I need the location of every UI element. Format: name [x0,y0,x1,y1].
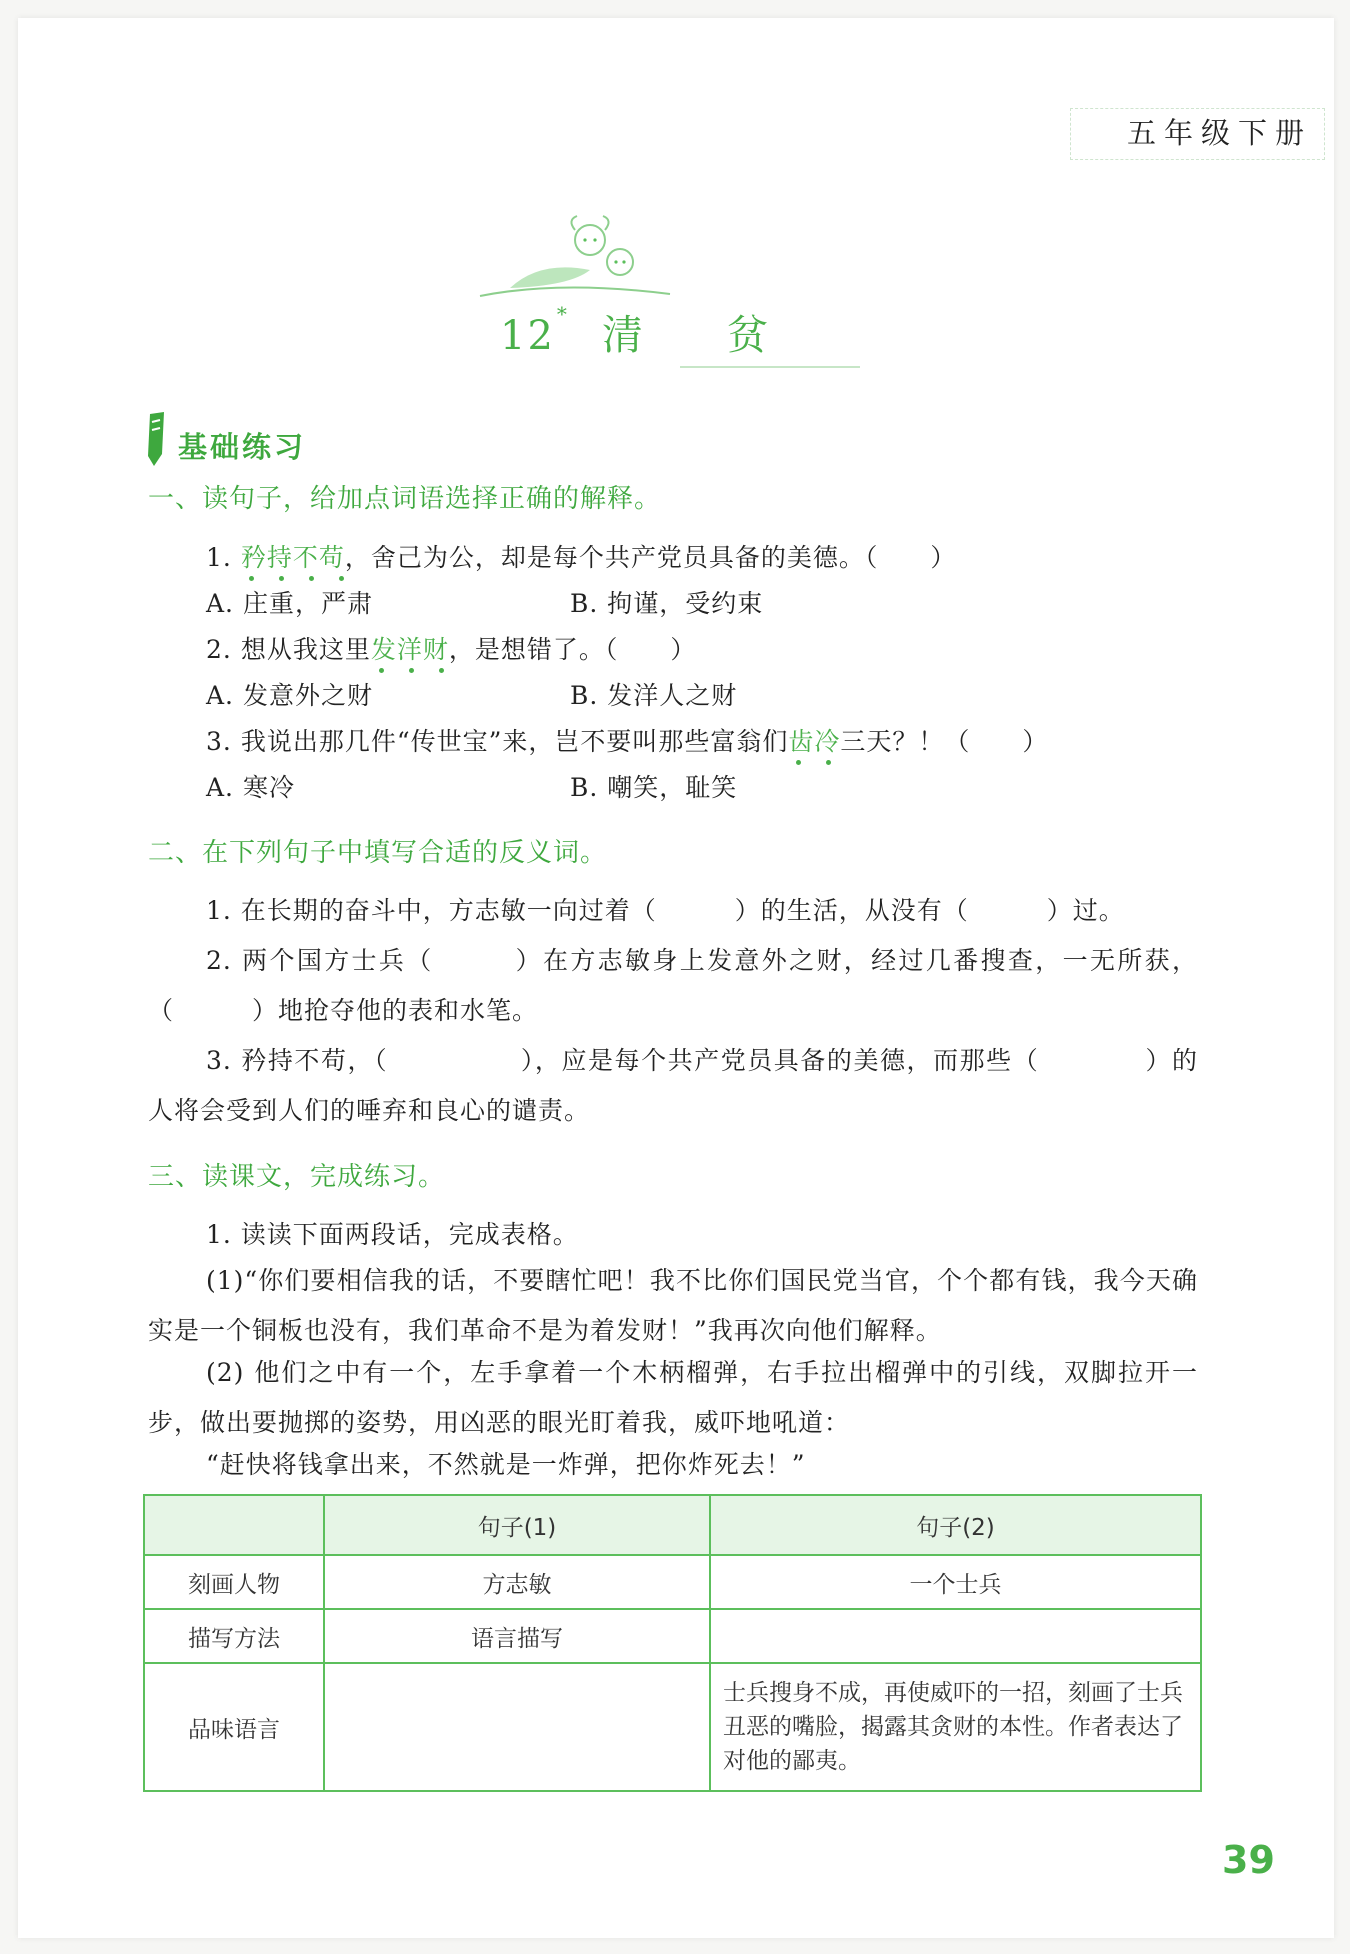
lesson-title [500,302,770,361]
table-row [144,1555,1201,1609]
cell: 士兵搜身不成，再使威吓的一招，刻画了士兵丑恶的嘴脸，揭露其贪财的本性。作者表达了对他的鄙夷。 [710,1663,1201,1791]
children-illustration [470,210,690,300]
cell: 一个士兵 [710,1555,1201,1609]
q1-item-3-dotted-word: 齿冷 [788,727,840,756]
q3-passage-1: (1)“你们要相信我的话，不要瞎忙吧！我不比你们国民党当官，个个都有钱，我今天确实是一个铜板也没有，我们革命不是为着发财！”我再次向他们解释。 [148,1266,1198,1345]
q1-item-2-dotted-word: 发洋财 [371,635,449,664]
row-label: 品味语言 [144,1663,324,1791]
table-header-blank [144,1495,324,1555]
q1-item-1: 1. 矜持不苟 ，舍己为公，却是每个共产党员具备的美德。（ ） [206,538,956,574]
q2-heading: 二、在下列句子中填写合适的反义词。 [148,838,608,868]
table-header-col1: 句子(1) [324,1495,710,1555]
table-row [144,1609,1201,1663]
table-header-row [144,1495,1201,1555]
q1-item-1-option-b: B. 拘谨，受约束 [570,589,764,618]
q1-heading: 一、读句子，给加点词语选择正确的解释。 [148,484,662,514]
title-underline [680,366,860,368]
q1-item-2-option-b: B. 发洋人之财 [570,681,738,710]
title-char-1: 清 [601,311,645,359]
grade-label: 五年级下册 [1070,108,1325,160]
q3-heading: 三、读课文，完成练习。 [148,1162,446,1192]
lesson-number: 12 [500,313,555,359]
cell: 语言描写 [324,1609,710,1663]
answer-cell[interactable] [710,1609,1201,1663]
page-number: 39 [1222,1838,1275,1882]
q1-item-1-dotted-word: 矜持不苟 [241,543,345,572]
analysis-table [143,1494,1202,1792]
q2-sentence-3: 3. 矜持不苟，（ ），应是每个共产党员具备的美德，而那些（ ）的人将会受到人们的唾弃和良心的谴责。 [148,1046,1198,1125]
row-label: 刻画人物 [144,1555,324,1609]
cell: 方志敏 [324,1555,710,1609]
q1-item-2: 2. 想从我这里发洋财 ，是想错了。（ ） [206,630,696,666]
q1-item-1-option-a: A. 庄重，严肃 [206,589,373,618]
row-label: 描写方法 [144,1609,324,1663]
title-char-2: 贫 [726,311,770,359]
q1-item-3-option-b: B. 嘲笑，耻笑 [570,773,738,802]
q3-intro: 1. 读读下面两段话，完成表格。 [206,1220,579,1249]
pencil-icon [142,410,170,468]
answer-cell[interactable] [324,1663,710,1791]
lesson-marker: * [556,302,569,326]
q1-item-2-option-a: A. 发意外之财 [206,681,373,710]
q3-passage-3: “赶快将钱拿出来，不然就是一炸弹，把你炸死去！” [206,1450,806,1479]
q2-sentence-2: 2. 两个国方士兵（ ）在方志敏身上发意外之财，经过几番搜查，一无所获，（ ）地抢夺他的表和水笔。 [148,946,1198,1025]
q3-passage-2: (2) 他们之中有一个，左手拿着一个木柄榴弹，右手拉出榴弹中的引线，双脚拉开一步，做出要抛掷的姿势，用凶恶的眼光盯着我，威吓地吼道： [148,1358,1198,1437]
q2-sentence-1: 1. 在长期的奋斗中，方志敏一向过着（ ）的生活，从没有（ ）过。 [206,896,1125,925]
q1-item-3: 3. 我说出那几件“传世宝”来，岂不要叫那些富翁们齿冷 三天？！（ ） [206,722,1048,758]
section-title: 基础练习 [178,430,307,464]
table-row [144,1663,1201,1791]
table-header-col2: 句子(2) [710,1495,1201,1555]
q1-item-3-option-a: A. 寒冷 [206,773,295,802]
